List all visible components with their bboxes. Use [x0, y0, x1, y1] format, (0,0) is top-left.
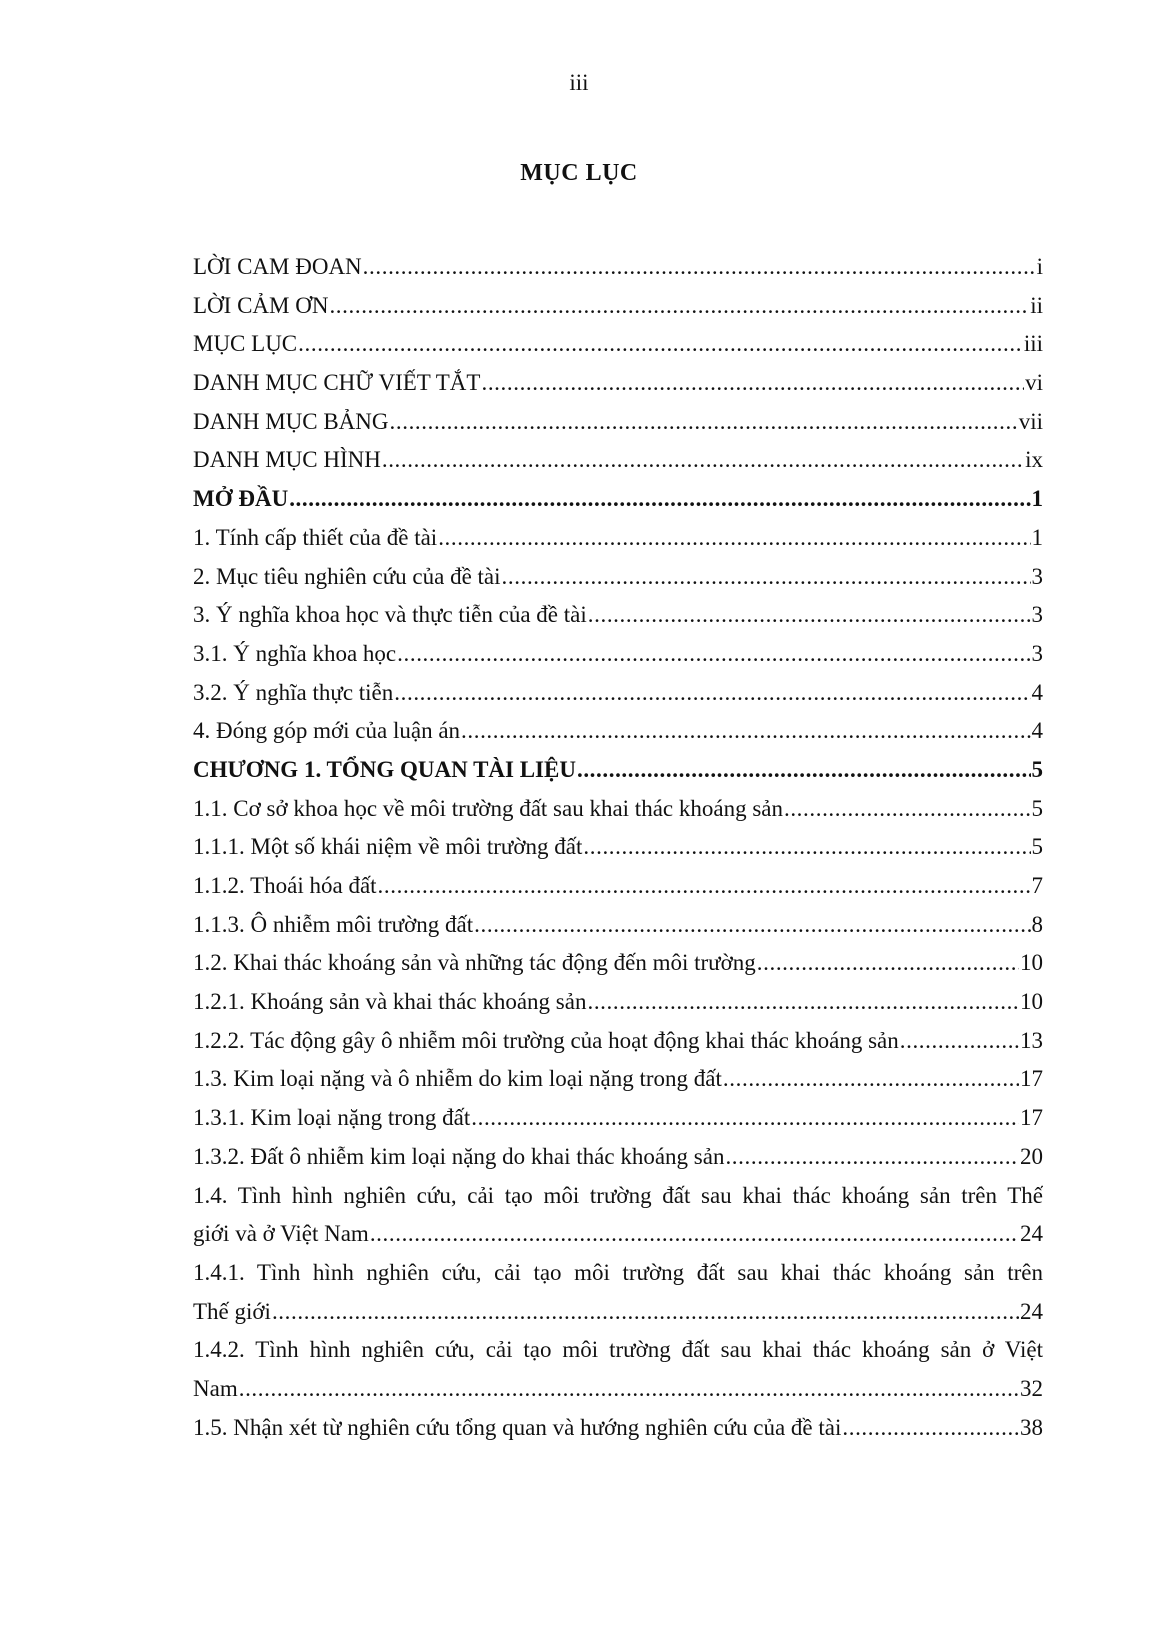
toc-entry[interactable]: [193, 790, 1043, 829]
dot-leader: [471, 1099, 1019, 1138]
toc-entry-page: 4: [1031, 679, 1043, 705]
dot-leader: [382, 441, 1024, 480]
toc-entry-page: 3: [1031, 602, 1043, 628]
toc-entry-page: i: [1036, 254, 1043, 279]
toc-entry-page: 13: [1020, 1027, 1043, 1053]
toc-entry-page: 7: [1031, 873, 1043, 898]
toc-entry-title: DANH MỤC BẢNG: [193, 408, 389, 434]
dot-leader: [474, 906, 1030, 945]
toc-entry[interactable]: [193, 403, 1043, 442]
toc-entry-page: 10: [1020, 950, 1043, 976]
toc-entry-page: 3: [1031, 640, 1043, 666]
toc-entry[interactable]: [193, 828, 1043, 867]
dot-leader: [363, 248, 1036, 287]
toc-entry-page: 17: [1020, 1105, 1043, 1131]
toc-entry-title: CHƯƠNG 1. TỔNG QUAN TÀI LIỆU: [193, 756, 576, 782]
dot-leader: [900, 1022, 1019, 1061]
toc-entry[interactable]: [193, 712, 1043, 751]
toc-entry[interactable]: [193, 867, 1043, 906]
toc-entry-page: vi: [1025, 370, 1043, 396]
toc-entry-title-first-line: 1.4.1. Tình hình nghiên cứu, cải tạo môi trường đất sau khai thác khoáng sản trên: [193, 1259, 1043, 1285]
toc-entry[interactable]: [193, 364, 1043, 403]
toc-entry-title: 3.1. Ý nghĩa khoa học: [193, 640, 397, 666]
toc-entry-title: 1.2. Khai thác khoáng sản và những tác động đến môi trường: [193, 950, 756, 976]
toc-entry-page: vii: [1018, 408, 1043, 434]
toc-entry-title: 2. Mục tiêu nghiên cứu của đề tài: [193, 563, 501, 589]
toc-entry[interactable]: [193, 751, 1043, 790]
toc-entry-title: DANH MỤC CHỮ VIẾT TẮT: [193, 370, 481, 396]
dot-leader: [481, 364, 1024, 403]
toc-entry-page: iii: [1023, 331, 1043, 357]
dot-leader: [757, 944, 1019, 983]
toc-entry-title: 1.2.2. Tác động gây ô nhiễm môi trường của hoạt động khai thác khoáng sản: [193, 1027, 899, 1053]
toc-entry-page: ii: [1030, 292, 1043, 318]
toc-entry-title: LỜI CAM ĐOAN: [193, 254, 362, 279]
toc-entry[interactable]: [193, 248, 1043, 287]
dot-leader: [502, 558, 1031, 597]
toc-entry-page: 4: [1031, 718, 1043, 744]
dot-leader: [784, 790, 1031, 829]
toc-entry[interactable]: [193, 558, 1043, 597]
toc-entry-page: 1: [1031, 486, 1043, 512]
toc-entry[interactable]: [193, 1138, 1043, 1177]
toc-entry[interactable]: [193, 480, 1043, 519]
dot-leader: [289, 480, 1030, 519]
toc-entry-page: 5: [1031, 756, 1043, 782]
page-number: iii: [569, 70, 589, 95]
toc-entry-title: 1.1. Cơ sở khoa học về môi trường đất sau khai thác khoáng sản: [193, 795, 783, 821]
toc-entry[interactable]: [193, 674, 1043, 713]
table-of-contents: [193, 248, 1043, 1447]
toc-entry-page: 32: [1020, 1375, 1043, 1401]
toc-entry[interactable]: [193, 596, 1043, 635]
dot-leader: [272, 1293, 1019, 1332]
dot-leader: [397, 635, 1030, 674]
toc-entry-title: LỜI CẢM ƠN: [193, 292, 329, 318]
toc-entry[interactable]: [193, 441, 1043, 480]
toc-entry[interactable]: [193, 287, 1043, 326]
dot-leader: [438, 519, 1030, 558]
toc-entry[interactable]: [193, 1409, 1043, 1448]
toc-entry[interactable]: [193, 983, 1043, 1022]
toc-entry[interactable]: [193, 944, 1043, 983]
toc-entry-title: 1.1.3. Ô nhiễm môi trường đất: [193, 911, 474, 937]
toc-entry-title: 1.3. Kim loại nặng và ô nhiễm do kim loại nặng trong đất: [193, 1066, 722, 1092]
toc-entry[interactable]: [193, 325, 1043, 364]
toc-entry-page: 1: [1031, 524, 1043, 550]
toc-entry-page: 8: [1031, 911, 1043, 937]
toc-entry-page: 5: [1031, 834, 1043, 860]
toc-entry-title: 4. Đóng góp mới của luận án: [193, 718, 461, 744]
dot-leader: [239, 1370, 1019, 1409]
toc-entry-page: 17: [1020, 1066, 1043, 1092]
toc-entry[interactable]: [193, 906, 1043, 945]
dot-leader: [378, 867, 1031, 906]
toc-entry-page: 3: [1031, 563, 1043, 589]
toc-entry-title-first-line: 1.4. Tình hình nghiên cứu, cải tạo môi trường đất sau khai thác khoáng sản trên Thế: [193, 1182, 1043, 1208]
toc-entry-title: 3. Ý nghĩa khoa học và thực tiễn của đề tài: [193, 602, 587, 628]
toc-title: MỤC LỤC: [520, 160, 638, 186]
dot-leader: [725, 1138, 1019, 1177]
toc-entry-page: 24: [1020, 1298, 1043, 1324]
dot-leader: [329, 287, 1029, 326]
toc-entry-title: 1.1.2. Thoái hóa đất: [193, 873, 377, 898]
dot-leader: [577, 751, 1031, 790]
toc-entry[interactable]: [193, 1099, 1043, 1138]
toc-entry-page: ix: [1025, 447, 1043, 473]
dot-leader: [390, 403, 1018, 442]
dot-leader: [723, 1060, 1019, 1099]
toc-entry[interactable]: [193, 519, 1043, 558]
toc-entry-title: Thế giới: [193, 1298, 271, 1324]
dot-leader: [587, 983, 1019, 1022]
toc-entry[interactable]: [193, 635, 1043, 674]
toc-entry-title-first-line: 1.4.2. Tình hình nghiên cứu, cải tạo môi trường đất sau khai thác khoáng sản ở Việt: [193, 1337, 1043, 1363]
toc-entry-title: MỤC LỤC: [193, 331, 298, 357]
toc-entry-title: DANH MỤC HÌNH: [193, 447, 381, 473]
dot-leader: [298, 325, 1023, 364]
dot-leader: [461, 712, 1030, 751]
dot-leader: [394, 674, 1030, 713]
toc-entry-title: 1.5. Nhận xét từ nghiên cứu tổng quan và hướng nghiên cứu của đề tài: [193, 1414, 842, 1440]
toc-entry-title: 3.2. Ý nghĩa thực tiễn: [193, 679, 394, 705]
toc-entry-title: Nam: [193, 1375, 238, 1401]
toc-entry-title: 1.3.1. Kim loại nặng trong đất: [193, 1105, 471, 1131]
toc-entry[interactable]: [193, 1022, 1043, 1061]
toc-entry-page: 10: [1020, 989, 1043, 1015]
toc-entry-page: 20: [1020, 1143, 1043, 1169]
toc-entry-page: 38: [1020, 1414, 1043, 1440]
toc-entry-page: 5: [1031, 795, 1043, 821]
toc-entry-title: MỞ ĐẦU: [193, 486, 289, 512]
toc-entry[interactable]: [193, 1254, 1043, 1331]
toc-entry-page: 24: [1020, 1221, 1043, 1247]
toc-entry-title: 1.3.2. Đất ô nhiễm kim loại nặng do khai thác khoáng sản: [193, 1143, 725, 1169]
toc-entry-continuation: [193, 1370, 1043, 1409]
toc-entry-title: 1.2.1. Khoáng sản và khai thác khoáng sản: [193, 989, 587, 1015]
dot-leader: [842, 1409, 1019, 1448]
toc-entry[interactable]: [193, 1060, 1043, 1099]
toc-entry-title: giới và ở Việt Nam: [193, 1221, 369, 1247]
toc-entry[interactable]: [193, 1177, 1043, 1254]
toc-entry-continuation: [193, 1293, 1043, 1332]
toc-entry-continuation: [193, 1215, 1043, 1254]
toc-entry-title: 1. Tính cấp thiết của đề tài: [193, 524, 438, 550]
toc-entry[interactable]: [193, 1331, 1043, 1408]
toc-entry-title: 1.1.1. Một số khái niệm về môi trường đất: [193, 834, 583, 860]
dot-leader: [370, 1215, 1019, 1254]
dot-leader: [588, 596, 1031, 635]
dot-leader: [583, 828, 1030, 867]
